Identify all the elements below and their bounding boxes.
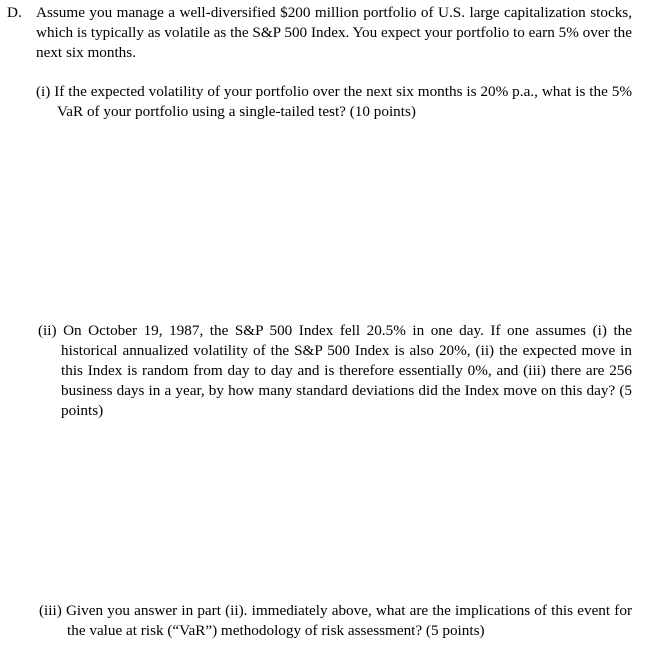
part-ii-text: (ii) On October 19, 1987, the S&P 500 Index fell 20.5% in one day. If one assumes (i) the historical annualized volatility of the S&P 500 Index is also 20%, (ii) the expected move in this Index is random from day to day and is therefore essentially 0%, and (iii) there are 256 business days in a year, by how many standard deviations did the Index move on this day? (5 points) bbox=[38, 322, 632, 419]
question-label: D. bbox=[7, 4, 22, 21]
question-d bbox=[7, 3, 632, 63]
part-iii-text: (iii) Given you answer in part (ii). immediately above, what are the implications of this event for the value at risk (“VaR”) methodology of risk assessment? (5 points) bbox=[39, 602, 632, 639]
question-intro: Assume you manage a well-diversified $200 million portfolio of U.S. large capitalization stocks, which is typically as volatile as the S&P 500 Index. You expect your portfolio to earn 5% over the next six months. bbox=[36, 4, 632, 61]
part-i-text: (i) If the expected volatility of your portfolio over the next six months is 20% p.a., what is the 5% VaR of your portfolio using a single-tailed test? (10 points) bbox=[36, 83, 632, 120]
